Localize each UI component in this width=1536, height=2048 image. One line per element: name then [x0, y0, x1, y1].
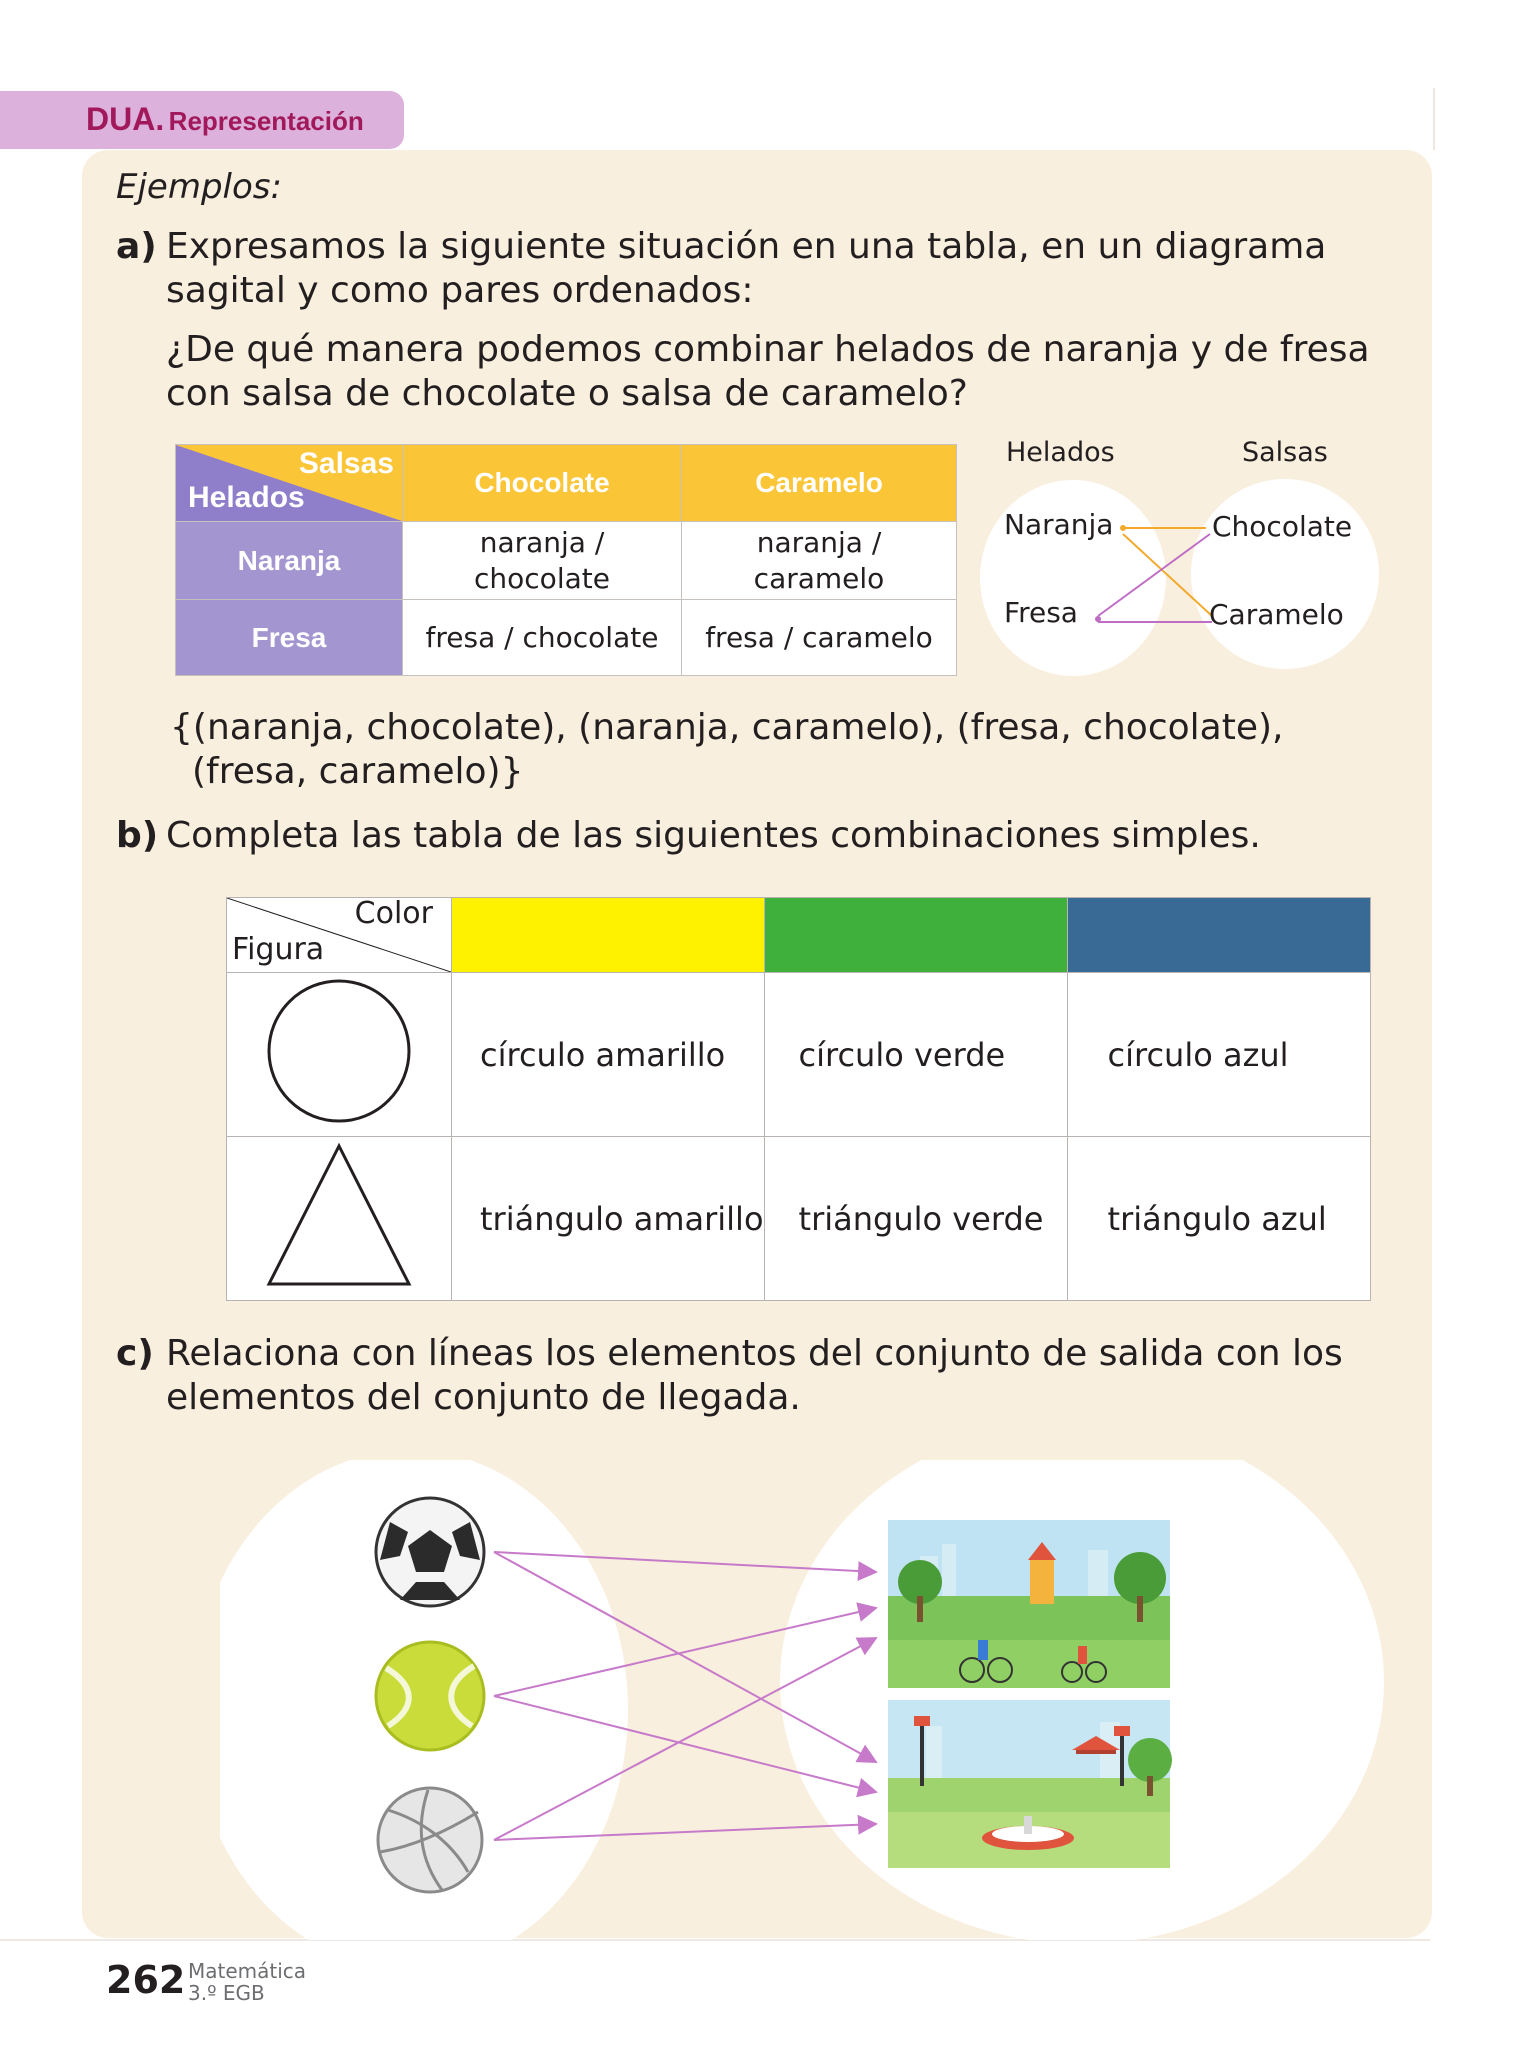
shape-cell [227, 1137, 452, 1301]
section-tag-text [86, 101, 364, 138]
figura-color-table [226, 897, 1371, 1301]
cell-line: chocolate [474, 561, 610, 595]
diagram-left-item: Fresa [1004, 596, 1078, 629]
corner-color-label: Color [354, 896, 433, 931]
salsas-set [1191, 479, 1379, 669]
diagram-right-item: Caramelo [1209, 598, 1344, 631]
color-swatch-blue [1067, 898, 1370, 973]
volleyball-icon [378, 1788, 482, 1892]
top-rule [1433, 88, 1435, 150]
table-cell: fresa / caramelo [682, 600, 957, 676]
tennis-ball-icon [376, 1642, 484, 1750]
ordered-pairs-line1: {(naranja, chocolate), (naranja, caramelo), (fresa, chocolate), [170, 707, 1284, 748]
part-c-text-line2: elementos del conjunto de llegada. [166, 1377, 801, 1418]
cell-line: caramelo [753, 561, 885, 595]
table-cell [682, 522, 957, 600]
shape-cell [227, 973, 452, 1137]
corner-top-label: Salsas [298, 447, 394, 480]
color-swatch-green [764, 898, 1067, 973]
color-swatch-yellow [452, 898, 765, 973]
circle-icon [264, 976, 414, 1126]
helados-salsas-table [175, 444, 957, 676]
table-cell: círculo azul [1067, 973, 1370, 1137]
part-c-text-line1: Relaciona con líneas los elementos del conjunto de salida con los [166, 1333, 1343, 1374]
part-b-text: Completa las tabla de las siguientes combinaciones simples. [166, 815, 1261, 856]
footer-grade: 3.º EGB [188, 1981, 265, 2005]
footer-text [188, 1960, 306, 2004]
table-cell: triángulo azul [1067, 1137, 1370, 1301]
column-header: Chocolate [403, 445, 682, 522]
intro-heading: Ejemplos: [116, 167, 282, 207]
cell-line: naranja / [756, 525, 882, 559]
table-corner [176, 445, 403, 522]
park-with-fountain-image [888, 1700, 1172, 1868]
diagram-left-title: Helados [1006, 437, 1115, 468]
footer-subject: Matemática [188, 1959, 307, 1983]
point-fresa [1095, 616, 1101, 622]
page-number: 262 [106, 1958, 186, 2002]
table-cell [403, 522, 682, 600]
part-b-label: b) [116, 815, 159, 856]
dua-label: DUA. [86, 101, 165, 137]
corner-figura-label: Figura [232, 932, 325, 967]
part-a-text-line1: Expresamos la siguiente situación en una tabla, en un diagrama [166, 226, 1327, 267]
table-cell: fresa / chocolate [403, 600, 682, 676]
table-cell: círculo verde [764, 973, 1067, 1137]
diagram-right-item: Chocolate [1212, 510, 1353, 543]
part-a-label: a) [116, 226, 157, 267]
table-cell: círculo amarillo [452, 973, 765, 1137]
point-naranja [1120, 525, 1126, 531]
part-a-text-line2: sagital y como pares ordenados: [166, 270, 754, 311]
park-with-cyclists-image [888, 1520, 1170, 1688]
part-a-question-line2: con salsa de chocolate o salsa de caramelo? [166, 373, 968, 414]
table-corner [227, 898, 452, 973]
soccer-ball-icon [376, 1498, 484, 1606]
matching-diagram [220, 1460, 1390, 1940]
row-header: Fresa [176, 600, 403, 676]
ordered-pairs-line2: (fresa, caramelo)} [192, 751, 524, 792]
triangle-icon [264, 1140, 414, 1290]
section-label: Representación [168, 106, 364, 136]
column-header: Caramelo [682, 445, 957, 522]
diagram-left-item: Naranja [1004, 508, 1114, 541]
corner-bottom-label: Helados [188, 481, 305, 514]
part-a-question-line1: ¿De qué manera podemos combinar helados de naranja y de fresa [166, 329, 1370, 370]
table-cell: triángulo amarillo [452, 1137, 765, 1301]
row-header: Naranja [176, 522, 403, 600]
diagram-right-title: Salsas [1242, 437, 1328, 468]
table-cell: triángulo verde [764, 1137, 1067, 1301]
part-c-label: c) [116, 1333, 154, 1374]
cell-line: naranja / [479, 525, 605, 559]
